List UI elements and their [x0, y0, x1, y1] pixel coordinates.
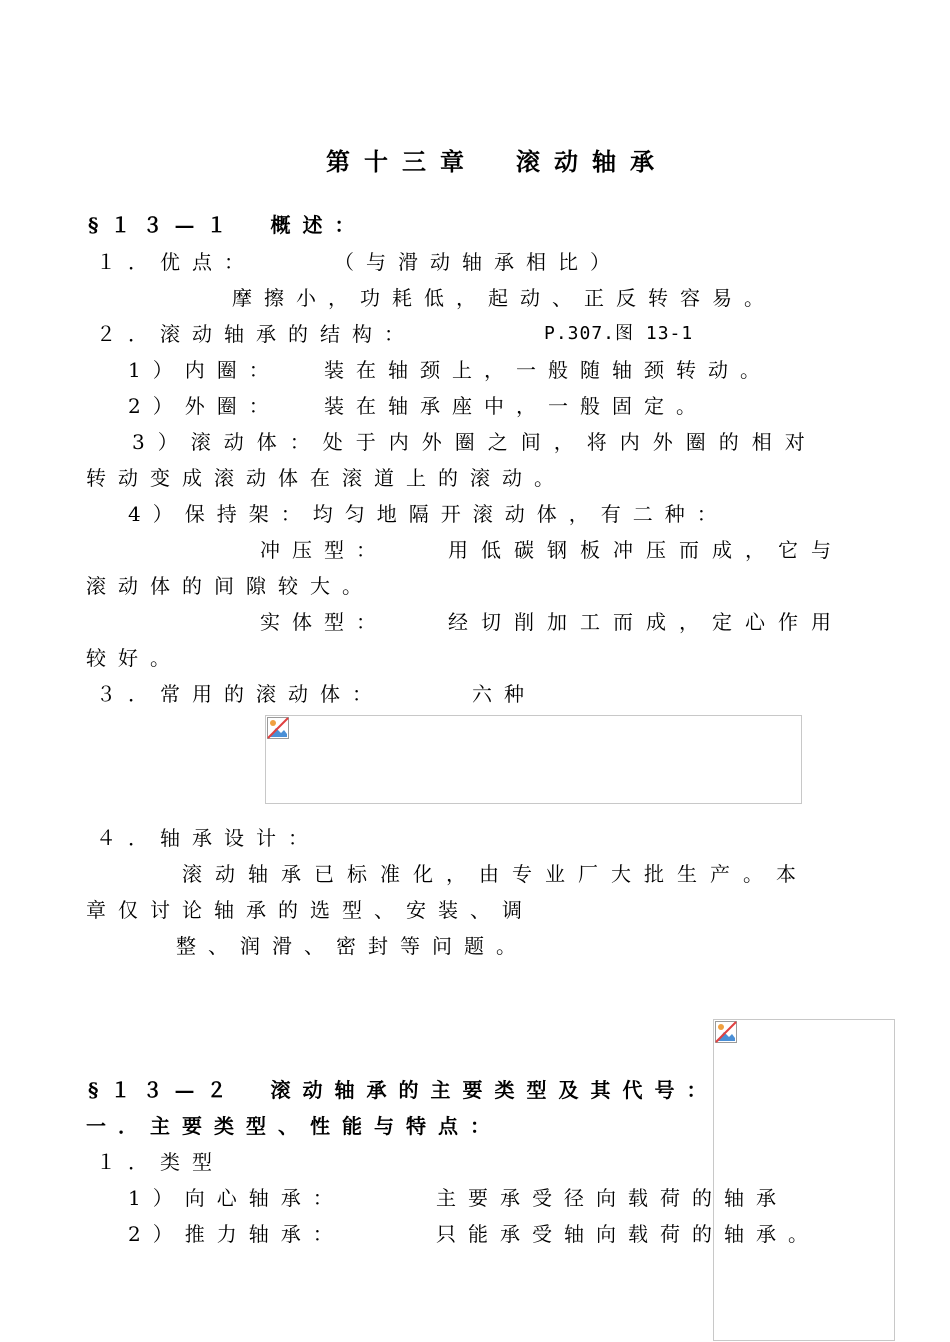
item-1-label: １．优点：: [96, 250, 256, 274]
sub-3-line-b: 转动变成滚动体在滚道上的滚动。: [86, 466, 566, 490]
thrust-bearing-text: 只能承受轴向载荷的轴承。: [436, 1222, 820, 1246]
item-4-line-a: 滚动轴承已标准化，由专业厂大批生产。本: [182, 862, 809, 886]
item-4-label: ４．轴承设计：: [96, 826, 320, 850]
section-heading-13-1: §１３—１ 概述：: [88, 213, 367, 237]
type-stamped-label: 冲压型：: [260, 538, 388, 562]
item-2-figure-ref: P.307.图 13-1: [544, 323, 694, 344]
radial-bearing-text: 主要承受径向载荷的轴承: [436, 1186, 788, 1210]
broken-image-icon: [715, 1021, 737, 1043]
type-stamped-text: 用低碳钢板冲压而成，它与: [448, 538, 844, 562]
sub-2-label: 2）外圈：: [128, 394, 281, 418]
sub-4-text: 4）保持架：均匀地隔开滚动体，有二种：: [128, 502, 729, 526]
rolling-elements-image: [265, 715, 802, 804]
item-4-line-c: 整、润滑、密封等问题。: [176, 934, 528, 958]
sub-3-line-a: 3）滚动体：处于内外圈之间，将内外圈的相对: [132, 430, 818, 454]
type-solid-cont: 较好。: [86, 646, 182, 670]
sub-1-label: 1）内圈：: [128, 358, 281, 382]
bearing-types-image: [713, 1019, 895, 1341]
type-solid-text: 经切削加工而成，定心作用: [448, 610, 844, 634]
section-heading-13-2: §１３—２ 滚动轴承的主要类型及其代号：: [88, 1078, 719, 1102]
item-4-line-b: 章仅讨论轴承的选型、安装、调: [86, 898, 534, 922]
types-label: １．类型: [96, 1150, 224, 1174]
thrust-bearing-label: 2）推力轴承：: [128, 1222, 345, 1246]
chapter-title: 第十三章 滚动轴承: [326, 147, 668, 176]
type-stamped-cont: 滚动体的间隙较大。: [86, 574, 374, 598]
item-3-text: 六种: [472, 682, 536, 706]
item-1-note: （与滑动轴承相比）: [334, 250, 622, 274]
type-solid-label: 实体型：: [260, 610, 388, 634]
sub-1-text: 装在轴颈上，一般随轴颈转动。: [324, 358, 772, 382]
item-1-text: 摩擦小，功耗低，起动、正反转容易。: [232, 286, 776, 310]
subsection-heading-main-types: 一．主要类型、性能与特点：: [86, 1114, 502, 1138]
radial-bearing-label: 1）向心轴承：: [128, 1186, 345, 1210]
broken-image-icon: [267, 717, 289, 739]
sub-2-text: 装在轴承座中，一般固定。: [324, 394, 708, 418]
item-2-label: ２．滚动轴承的结构：: [96, 322, 416, 346]
item-3-label: ３．常用的滚动体：: [96, 682, 384, 706]
